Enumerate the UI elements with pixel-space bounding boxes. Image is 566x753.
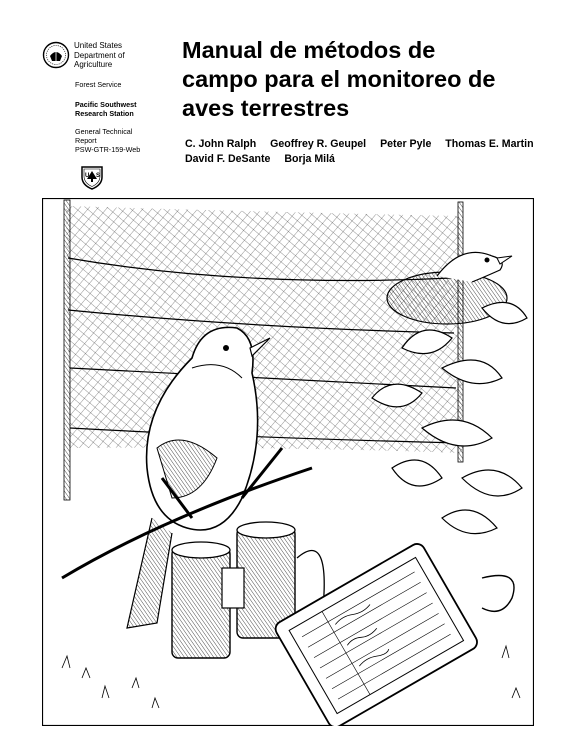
author-list — [185, 137, 555, 167]
station-name — [75, 100, 185, 118]
report-line: PSW-GTR-159-Web — [75, 145, 141, 154]
mist-net — [66, 206, 462, 453]
usda-seal-logo — [42, 41, 70, 69]
station-line: Research Station — [75, 109, 134, 118]
title-line: campo para el monitoreo de — [182, 66, 496, 92]
forest-service-shield-logo — [79, 164, 105, 190]
department-line: United States — [74, 41, 123, 50]
report-line: Report — [75, 136, 97, 145]
department-name — [74, 41, 184, 70]
title-line: Manual de métodos de — [182, 37, 436, 63]
author-name: Borja Milá — [284, 153, 335, 165]
report-id — [75, 127, 185, 154]
report-line: General Technical — [75, 127, 133, 136]
page-title — [182, 36, 552, 123]
station-line: Pacific Southwest — [75, 100, 137, 109]
author-name: Thomas E. Martin — [445, 138, 534, 150]
author-name: Peter Pyle — [380, 138, 432, 150]
author-name: David F. DeSante — [185, 153, 271, 165]
svg-text:S: S — [96, 173, 101, 179]
cover-illustration — [42, 198, 534, 726]
title-line: aves terrestres — [182, 95, 350, 121]
service-name: Forest Service — [75, 80, 122, 89]
author-name: Geoffrey R. Geupel — [270, 138, 367, 150]
svg-text:U: U — [85, 173, 90, 179]
department-line: Department of — [74, 50, 125, 60]
net-pole — [64, 200, 70, 500]
author-name: C. John Ralph — [185, 138, 257, 150]
department-line: Agriculture — [74, 60, 113, 69]
